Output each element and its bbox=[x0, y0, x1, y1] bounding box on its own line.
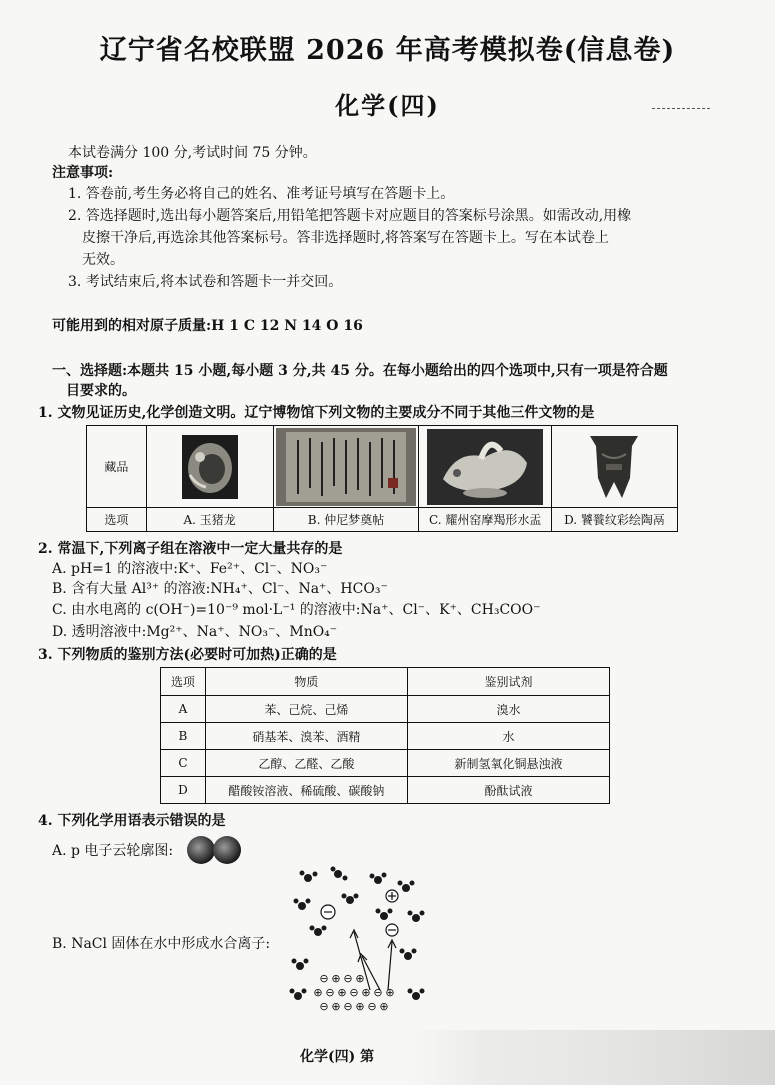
pottery-li-vessel-icon bbox=[586, 432, 642, 502]
score-line: 本试卷满分 100 分,考试时间 75 分钟。 bbox=[68, 145, 317, 161]
notice-heading: 注意事项: bbox=[52, 165, 114, 181]
lattice-ion-neg: ⊖ bbox=[349, 986, 359, 999]
makara-water-pot-icon bbox=[427, 429, 543, 505]
notice-3: 3. 考试结束后,将本试卷和答题卡一并交回。 bbox=[68, 274, 343, 290]
lattice-ion-neg: ⊖ bbox=[319, 1000, 329, 1013]
identification-table bbox=[160, 667, 610, 804]
option-c-ions: Na⁺、Cl⁻、K⁺、CH₃COO⁻ bbox=[360, 602, 541, 618]
section-heading: 一、选择题:本题共 15 小题,每小题 3 分,共 45 分。在每小题给出的四个选项中,只有一项是符合题 bbox=[52, 363, 668, 379]
table-row-substance: 乙醇、乙醛、乙酸 bbox=[205, 750, 407, 777]
relic-option-a: A. 玉猪龙 bbox=[146, 508, 273, 532]
relic-b-image bbox=[273, 426, 419, 508]
question-2-stem: 2. 常温下,下列离子组在溶液中一定大量共存的是 bbox=[38, 541, 343, 557]
table-row-reagent: 溴水 bbox=[407, 696, 609, 723]
lattice-ion-neg: ⊖ bbox=[325, 986, 335, 999]
option-d-ions: Mg²⁺、Na⁺、NO₃⁻、MnO₄⁻ bbox=[146, 624, 338, 640]
lattice-ion-neg: ⊖ bbox=[343, 1000, 353, 1013]
table-row-option: B bbox=[161, 723, 206, 750]
option-a-prefix: A. pH=1 的溶液中: bbox=[52, 561, 178, 577]
table-row-reagent: 酚酞试液 bbox=[407, 777, 609, 804]
section-heading-cont: 目要求的。 bbox=[66, 383, 136, 399]
lattice-ion-pos: ⊕ bbox=[355, 972, 365, 985]
table-row-option: D bbox=[161, 777, 206, 804]
calligraphy-scroll-icon bbox=[276, 428, 416, 506]
question-2-option-b bbox=[52, 580, 388, 598]
question-2-option-d bbox=[52, 623, 337, 641]
relic-c-image bbox=[419, 426, 552, 508]
table-row-option: C bbox=[161, 750, 206, 777]
lattice-ion-neg: ⊖ bbox=[319, 972, 329, 985]
options-row-label: 选项 bbox=[87, 508, 147, 532]
lattice-ion-pos: ⊕ bbox=[331, 1000, 341, 1013]
lattice-ion-neg: ⊖ bbox=[367, 1000, 377, 1013]
table-row-reagent: 新制氢氧化铜悬浊液 bbox=[407, 750, 609, 777]
relics-row-label: 藏品 bbox=[87, 426, 147, 508]
lattice-ion-pos: ⊕ bbox=[313, 986, 323, 999]
col-header-substance: 物质 bbox=[205, 668, 407, 696]
question-4-option-a: A. p 电子云轮廓图: bbox=[52, 843, 174, 859]
lattice-ion-pos: ⊕ bbox=[361, 986, 371, 999]
notice-2: 2. 答选择题时,选出每小题答案后,用铅笔把答题卡对应题目的答案标号涂黑。如需改动,用橡 bbox=[68, 208, 632, 224]
relics-table bbox=[86, 425, 678, 532]
relic-a-image bbox=[146, 426, 273, 508]
corner-dash-mark bbox=[652, 108, 710, 112]
question-1-stem: 1. 文物见证历史,化学创造文明。辽宁博物馆下列文物的主要成分不同于其他三件文物的是 bbox=[38, 405, 595, 421]
table-row-substance: 醋酸铵溶液、稀硫酸、碳酸钠 bbox=[205, 777, 407, 804]
col-header-reagent: 鉴别试剂 bbox=[407, 668, 609, 696]
lattice-ion-neg: ⊖ bbox=[343, 972, 353, 985]
page-title: 辽宁省名校联盟 2026 年高考模拟卷(信息卷) bbox=[99, 35, 676, 66]
option-a-ions: K⁺、Fe²⁺、Cl⁻、NO₃⁻ bbox=[178, 561, 328, 577]
lattice-ion-pos: ⊕ bbox=[379, 1000, 389, 1013]
option-c-prefix: C. 由水电离的 c(OH⁻)=10⁻⁹ mol·L⁻¹ 的溶液中: bbox=[52, 602, 361, 618]
table-row-substance: 苯、己烷、己烯 bbox=[205, 696, 407, 723]
atomic-mass-line: 可能用到的相对原子质量:H 1 C 12 N 14 O 16 bbox=[52, 318, 363, 334]
table-row-option: A bbox=[161, 696, 206, 723]
lattice-ion-pos: ⊕ bbox=[337, 986, 347, 999]
table-row-reagent: 水 bbox=[407, 723, 609, 750]
col-header-option: 选项 bbox=[161, 668, 206, 696]
page-subtitle: 化学(四) bbox=[335, 91, 440, 120]
p-orbital-icon bbox=[186, 834, 242, 866]
notice-2-cont: 皮擦干净后,再选涂其他答案标号。答非选择题时,将答案写在答题卡上。写在本试卷上 bbox=[82, 230, 609, 246]
notice-2-end: 无效。 bbox=[82, 252, 124, 268]
lattice-ion-pos: ⊕ bbox=[355, 1000, 365, 1013]
lattice-ion-pos: ⊕ bbox=[331, 972, 341, 985]
lattice-ion-pos: ⊕ bbox=[385, 986, 395, 999]
hydrated-ion-diagram bbox=[288, 866, 428, 1018]
question-2-option-a bbox=[52, 560, 327, 578]
jade-pig-dragon-icon bbox=[182, 435, 238, 499]
question-4-stem: 4. 下列化学用语表示错误的是 bbox=[38, 813, 226, 829]
relic-option-d: D. 饕餮纹彩绘陶鬲 bbox=[551, 508, 677, 532]
option-b-ions: NH₄⁺、Cl⁻、Na⁺、HCO₃⁻ bbox=[210, 581, 388, 597]
notice-1: 1. 答卷前,考生务必将自己的姓名、准考证号填写在答题卡上。 bbox=[68, 186, 455, 202]
question-2-option-c bbox=[52, 601, 541, 619]
question-3-stem: 3. 下列物质的鉴别方法(必要时可加热)正确的是 bbox=[38, 647, 337, 663]
option-b-prefix: B. 含有大量 Al³⁺ 的溶液: bbox=[52, 581, 211, 597]
option-d-prefix: D. 透明溶液中: bbox=[52, 624, 147, 640]
page-edge-shadow bbox=[410, 1030, 775, 1085]
table-row-substance: 硝基苯、溴苯、酒精 bbox=[205, 723, 407, 750]
relic-option-c: C. 耀州窑摩羯形水盂 bbox=[419, 508, 552, 532]
page-footer: 化学(四) 第 bbox=[300, 1049, 375, 1065]
relic-option-b: B. 仲尼梦奠帖 bbox=[273, 508, 419, 532]
question-4-option-b: B. NaCl 固体在水中形成水合离子: bbox=[52, 936, 271, 952]
relic-d-image bbox=[551, 426, 677, 508]
lattice-ion-neg: ⊖ bbox=[373, 986, 383, 999]
